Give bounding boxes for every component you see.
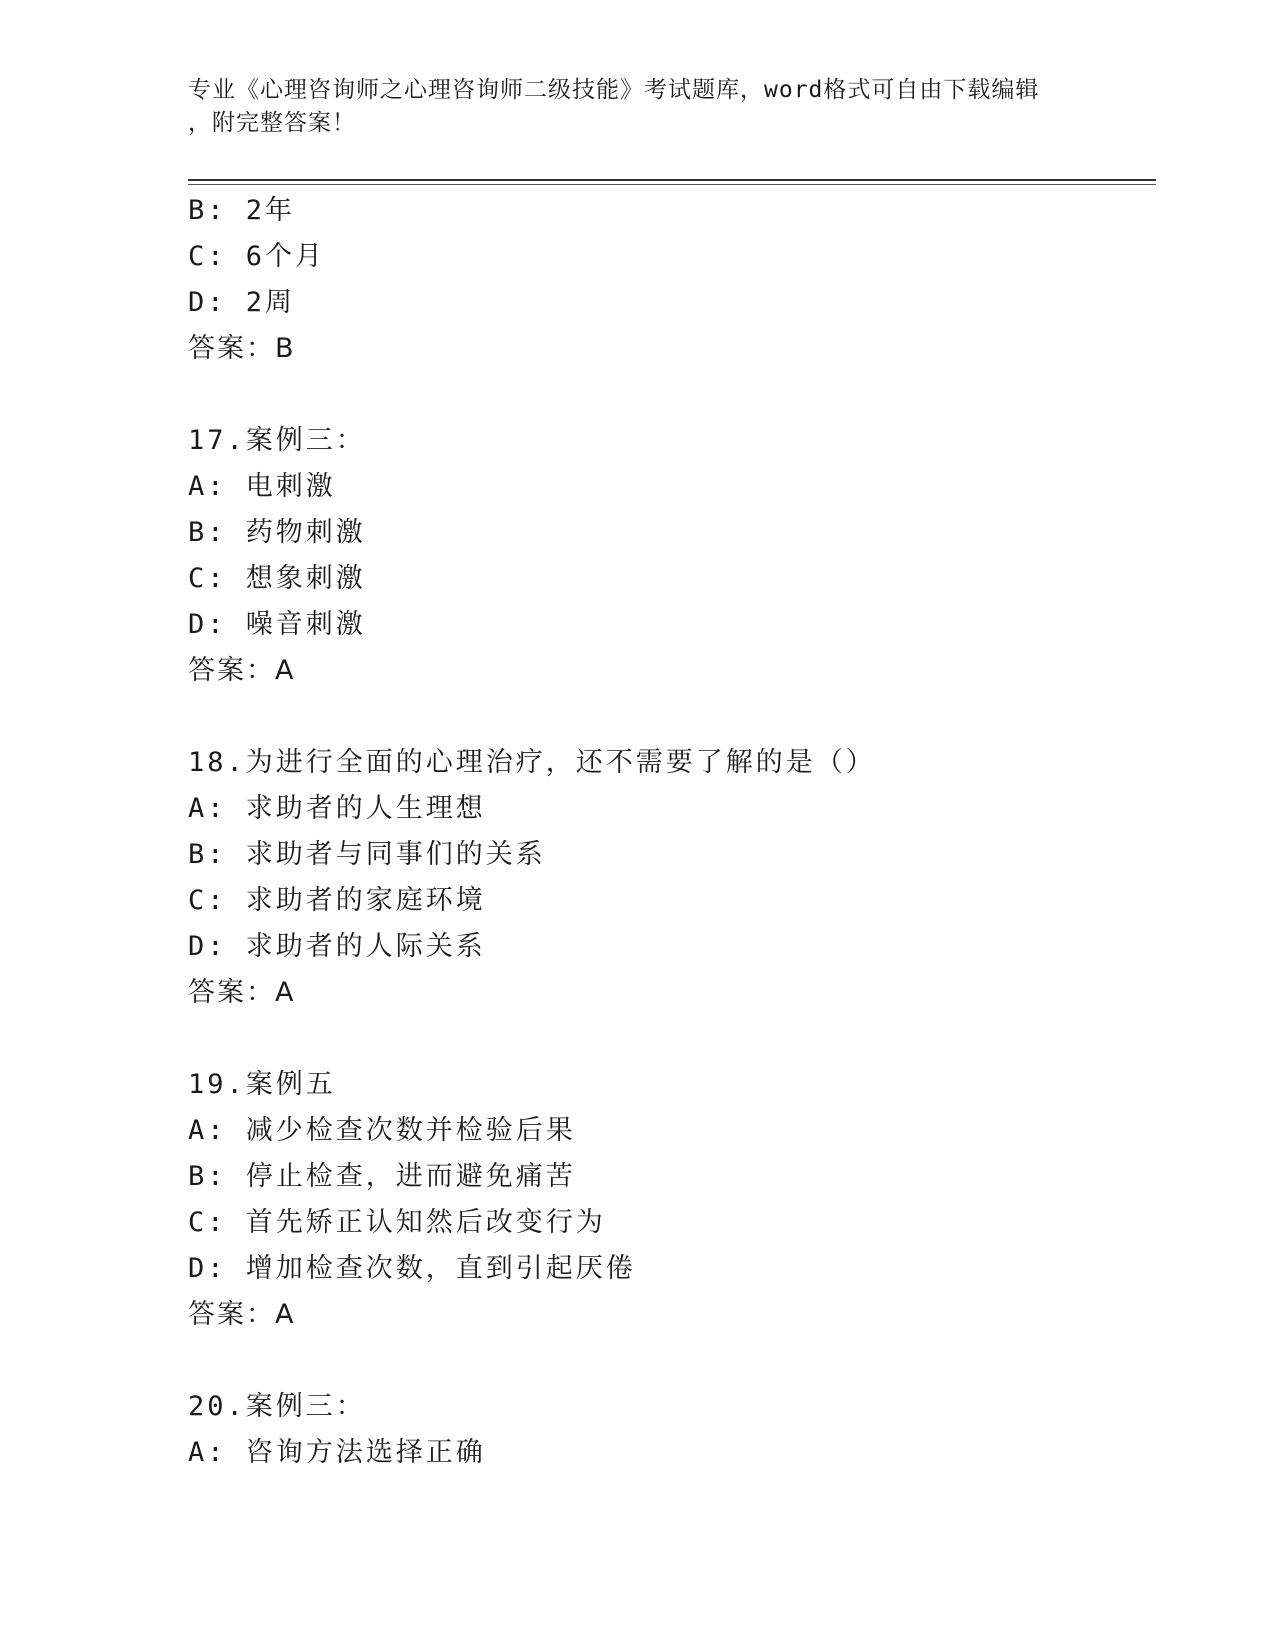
question-stem: 20.案例三： — [188, 1391, 366, 1422]
option-d: D: 2周 — [188, 287, 296, 318]
option-d: D: 增加检查次数，直到引起厌倦 — [188, 1253, 636, 1284]
question-block-16 — [188, 188, 1148, 372]
option-c: C: 想象刺激 — [188, 563, 366, 594]
spacer — [188, 694, 1148, 740]
header-divider-thick — [188, 179, 1156, 181]
question-stem: 18.为进行全面的心理治疗，还不需要了解的是（） — [188, 747, 876, 778]
option-c: C: 求助者的家庭环境 — [188, 885, 486, 916]
spacer — [188, 372, 1148, 418]
answer-line: 答案：A — [188, 977, 296, 1008]
header-line-2: ，附完整答案！ — [188, 110, 356, 136]
answer-line: 答案：A — [188, 655, 296, 686]
option-b: B: 停止检查，进而避免痛苦 — [188, 1161, 576, 1192]
option-c: C: 6个月 — [188, 241, 326, 272]
question-block-18 — [188, 740, 1148, 1016]
option-a: A: 求助者的人生理想 — [188, 793, 486, 824]
spacer — [188, 1338, 1148, 1384]
question-stem: 19.案例五 — [188, 1069, 336, 1100]
question-block-19 — [188, 1062, 1148, 1338]
option-b: B: 2年 — [188, 195, 296, 226]
option-d: D: 噪音刺激 — [188, 609, 366, 640]
option-d: D: 求助者的人际关系 — [188, 931, 486, 962]
option-b: B: 求助者与同事们的关系 — [188, 839, 546, 870]
answer-line: 答案：B — [188, 333, 296, 364]
option-b: B: 药物刺激 — [188, 517, 366, 548]
question-block-20 — [188, 1384, 1148, 1476]
option-a: A: 咨询方法选择正确 — [188, 1437, 486, 1468]
option-a: A: 电刺激 — [188, 471, 336, 502]
option-a: A: 减少检查次数并检验后果 — [188, 1115, 576, 1146]
option-c: C: 首先矫正认知然后改变行为 — [188, 1207, 606, 1238]
header-line-1: 专业《心理咨询师之心理咨询师二级技能》考试题库，word格式可自由下载编辑 — [188, 77, 1040, 103]
document-header — [188, 74, 1088, 140]
spacer — [188, 1016, 1148, 1062]
question-stem: 17.案例三： — [188, 425, 366, 456]
question-list — [188, 188, 1148, 1476]
answer-line: 答案：A — [188, 1299, 296, 1330]
header-divider-thin — [188, 184, 1156, 185]
question-block-17 — [188, 418, 1148, 694]
